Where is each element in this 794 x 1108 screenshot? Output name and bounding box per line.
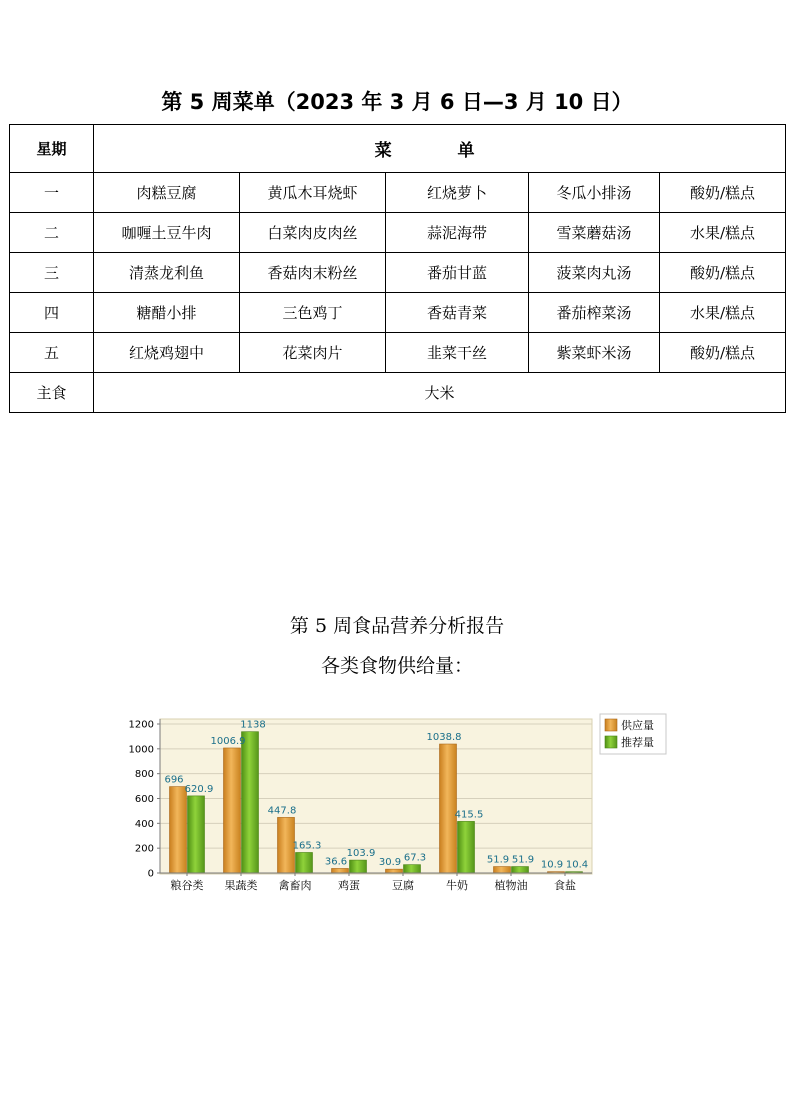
dish-cell: 红烧鸡翅中 (94, 333, 240, 373)
food-supply-bar-chart (120, 706, 670, 901)
data-label: 36.6 (324, 856, 348, 868)
dish-cell: 三色鸡丁 (240, 293, 386, 333)
table-header-row (10, 125, 786, 173)
data-label: 30.9 (378, 857, 402, 869)
data-label: 10.9 (540, 859, 564, 871)
data-label: 415.5 (454, 809, 484, 821)
data-label: 165.3 (292, 840, 322, 852)
table-row (10, 173, 786, 213)
table-row (10, 293, 786, 333)
data-label: 620.9 (184, 783, 214, 795)
data-label: 1006.9 (210, 735, 246, 747)
day-cell: 一 (10, 173, 94, 213)
report-subtitle: 各类食物供给量： (320, 655, 473, 677)
chart-legend (600, 714, 666, 754)
x-category-label: 禽畜肉 (278, 879, 312, 892)
dish-cell: 番茄甘蓝 (386, 253, 529, 293)
y-tick-label: 600 (134, 794, 154, 805)
dish-cell: 咖喱土豆牛肉 (94, 213, 240, 253)
header-menu: 菜 单 (94, 125, 786, 173)
y-tick-label: 0 (147, 868, 154, 880)
y-tick-label: 800 (134, 769, 154, 781)
dish-cell: 黄瓜木耳烧虾 (240, 173, 386, 213)
dish-cell: 糖醋小排 (94, 293, 240, 333)
dish-cell: 菠菜肉丸汤 (529, 253, 660, 293)
bar-recommended (188, 796, 205, 873)
data-label: 10.4 (565, 859, 589, 871)
data-label: 51.9 (511, 854, 535, 866)
dish-cell: 白菜肉皮肉丝 (240, 213, 386, 253)
day-cell: 五 (10, 333, 94, 373)
x-category-label: 豆腐 (392, 879, 414, 892)
x-category-label: 植物油 (494, 879, 528, 892)
legend-swatch (605, 719, 617, 731)
y-tick-label: 1200 (128, 719, 154, 731)
dish-cell: 水果/糕点 (660, 293, 786, 333)
dish-cell: 香菇肉末粉丝 (240, 253, 386, 293)
dish-cell: 酸奶/糕点 (660, 253, 786, 293)
table-row (10, 253, 786, 293)
bar-supply (494, 867, 511, 873)
data-label: 103.9 (346, 848, 376, 860)
dish-cell: 酸奶/糕点 (660, 333, 786, 373)
staple-value: 大米 (94, 373, 786, 413)
bar-recommended (296, 852, 313, 873)
x-category-label: 粮谷类 (170, 879, 204, 892)
bar-recommended (350, 860, 367, 873)
x-category-label: 食盐 (554, 879, 576, 892)
day-cell: 二 (10, 213, 94, 253)
bar-recommended (458, 821, 475, 873)
dish-cell: 红烧萝卜 (386, 173, 529, 213)
data-label: 51.9 (486, 854, 510, 866)
x-category-label: 鸡蛋 (338, 879, 360, 892)
staple-row (10, 373, 786, 413)
data-label: 1038.8 (426, 732, 462, 744)
bar-recommended (242, 732, 259, 873)
bar-supply (332, 868, 349, 873)
menu-table (9, 124, 786, 413)
data-label: 696 (164, 774, 184, 786)
dish-cell: 花菜肉片 (240, 333, 386, 373)
dish-cell: 冬瓜小排汤 (529, 173, 660, 213)
legend-swatch (605, 736, 617, 748)
y-tick-label: 400 (134, 818, 154, 830)
data-label: 447.8 (267, 805, 297, 817)
dish-cell: 韭菜干丝 (386, 333, 529, 373)
dish-cell: 清蒸龙利鱼 (94, 253, 240, 293)
legend-label: 推荐量 (621, 736, 654, 749)
table-row (10, 213, 786, 253)
legend-label: 供应量 (621, 719, 654, 732)
bar-recommended (512, 867, 529, 873)
dish-cell: 蒜泥海带 (386, 213, 529, 253)
staple-label: 主食 (10, 373, 94, 413)
x-category-label: 牛奶 (446, 879, 468, 892)
dish-cell: 番茄榨菜汤 (529, 293, 660, 333)
data-label: 1138 (240, 719, 266, 731)
dish-cell: 雪菜蘑菇汤 (529, 213, 660, 253)
header-week: 星期 (10, 125, 94, 173)
data-label: 67.3 (403, 852, 427, 864)
dish-cell: 肉糕豆腐 (94, 173, 240, 213)
y-tick-label: 200 (134, 843, 154, 855)
day-cell: 三 (10, 253, 94, 293)
day-cell: 四 (10, 293, 94, 333)
dish-cell: 酸奶/糕点 (660, 173, 786, 213)
bar-recommended (404, 865, 421, 873)
report-title: 第 5 周食品营养分析报告 (289, 615, 505, 637)
dish-cell: 紫菜虾米汤 (529, 333, 660, 373)
table-row (10, 333, 786, 373)
bar-supply (224, 748, 241, 873)
bar-supply (170, 787, 187, 873)
bar-supply (386, 869, 403, 873)
y-tick-label: 1000 (128, 744, 154, 756)
x-category-label: 果蔬类 (224, 879, 258, 892)
dish-cell: 香菇青菜 (386, 293, 529, 333)
page-title: 第 5 周菜单（2023 年 3 月 6 日—3 月 10 日） (161, 90, 633, 114)
dish-cell: 水果/糕点 (660, 213, 786, 253)
